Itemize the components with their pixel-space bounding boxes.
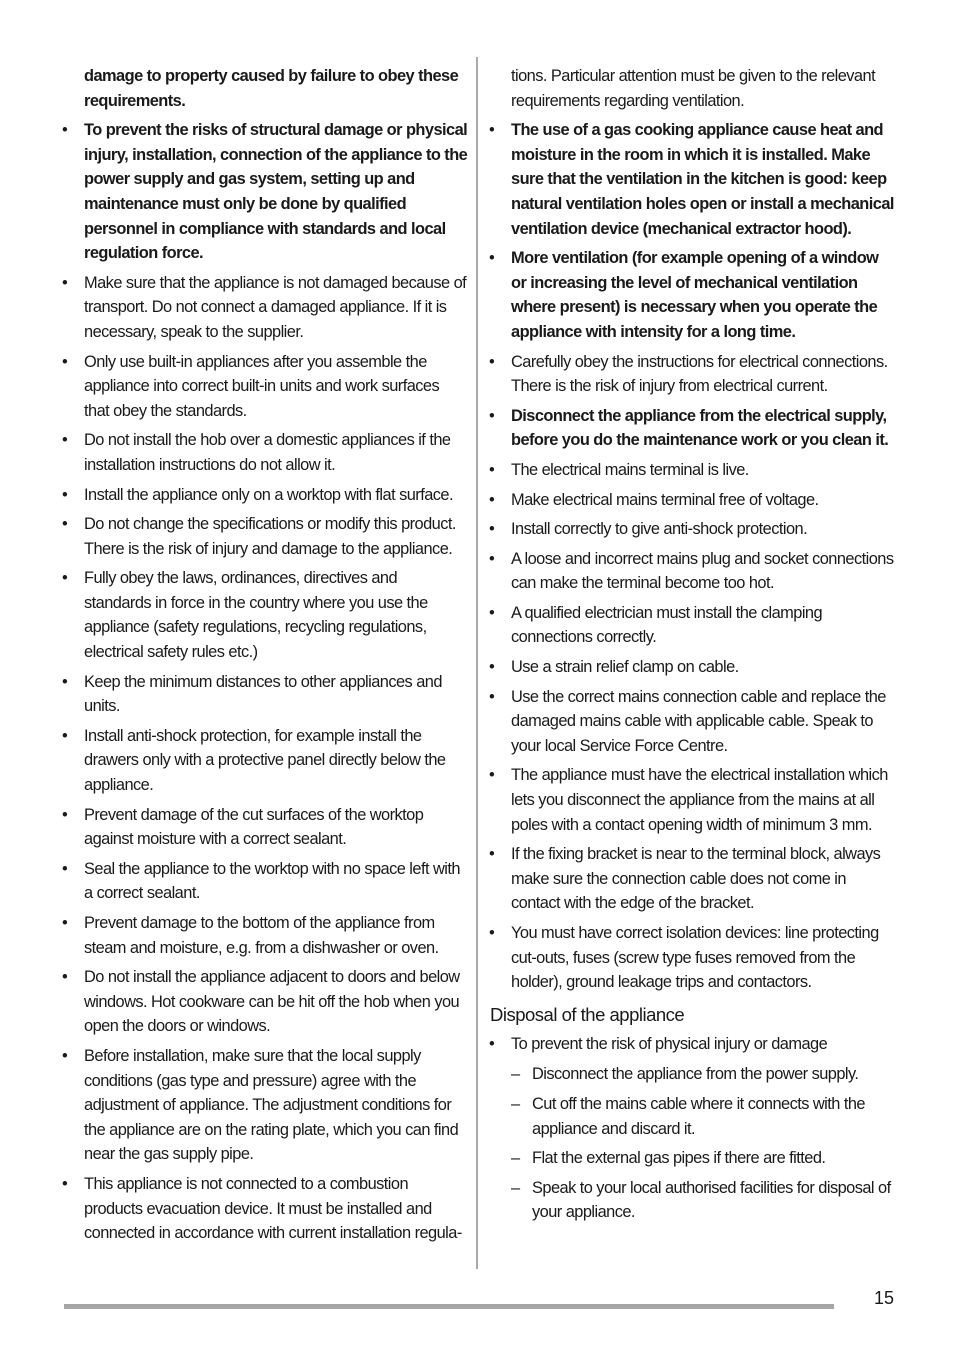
list-item: • A qualified electrician must install the clamping connections correctly. xyxy=(511,601,895,650)
list-item: • Use the correct mains connection cable and replace the damaged mains cable with applicable cable. Speak to your local Service Force Centre. xyxy=(511,685,895,759)
list-item: • Carefully obey the instructions for electrical connections. There is the risk of injury from electrical current. xyxy=(511,350,895,399)
disposal-steps xyxy=(511,1062,895,1225)
list-item: • The use of a gas cooking appliance cause heat and moisture in the room in which it is installed. Make sure that the ventilation in the kitchen is good: keep natural ventilation holes open or install a mechanical ventilation device (mechanical extractor hood). xyxy=(511,118,895,241)
list-item: • Seal the appliance to the worktop with no space left with a correct sealant. xyxy=(84,857,468,906)
list-item: • A loose and incorrect mains plug and socket connections can make the terminal become too hot. xyxy=(511,547,895,596)
list-item: • Before installation, make sure that the local supply conditions (gas type and pressure) agree with the adjustment of appliance. The adjustment conditions for the appliance are on the rating plate, which you can find near the gas supply pipe. xyxy=(84,1044,468,1167)
list-item: • Prevent damage of the cut surfaces of the worktop against moisture with a correct sealant. xyxy=(84,803,468,852)
list-item: • The appliance must have the electrical installation which lets you disconnect the appliance from the mains at all poles with a contact opening width of minimum 3 mm. xyxy=(511,763,895,837)
disposal-step: – Speak to your local authorised facilities for disposal of your appliance. xyxy=(532,1176,895,1225)
list-item: • If the fixing bracket is near to the terminal block, always make sure the connection cable does not come in contact with the edge of the bracket. xyxy=(511,842,895,916)
disposal-step: – Flat the external gas pipes if there are fitted. xyxy=(532,1146,895,1171)
right-column xyxy=(490,64,895,1230)
disposal-step: – Disconnect the appliance from the power supply. xyxy=(532,1062,895,1087)
list-item: • This appliance is not connected to a combustion products evacuation device. It must be installed and connected in accordance with current installation regula- xyxy=(84,1172,468,1246)
page-number: 15 xyxy=(873,1288,894,1308)
disposal-item-text: To prevent the risk of physical injury or damage xyxy=(511,1034,828,1053)
list-item: • Keep the minimum distances to other appliances and units. xyxy=(84,670,468,719)
footer-rule xyxy=(64,1304,834,1309)
list-item: • To prevent the risks of structural damage or physical injury, installation, connection of the appliance to the power supply and gas system, setting up and maintenance must only be done by qualified personnel in compliance with standards and local regulation force. xyxy=(84,118,468,266)
disposal-list xyxy=(511,1032,895,1225)
intro-continuation: damage to property caused by failure to obey these requirements. xyxy=(84,67,459,110)
list-item: • Install the appliance only on a worktop with flat surface. xyxy=(84,483,468,508)
list-item: • Prevent damage to the bottom of the appliance from steam and moisture, e.g. from a dishwasher or oven. xyxy=(84,911,468,960)
list-item: • Install correctly to give anti-shock protection. xyxy=(511,517,895,542)
left-bullet-list xyxy=(84,118,468,1246)
left-column xyxy=(84,64,468,1251)
list-item: • Disconnect the appliance from the electrical supply, before you do the maintenance work or you clean it. xyxy=(511,404,895,453)
list-item: • You must have correct isolation devices: line protecting cut-outs, fuses (screw type fuses removed from the holder), ground leakage trips and contactors. xyxy=(511,921,895,995)
disposal-step: – Cut off the mains cable where it connects with the appliance and discard it. xyxy=(532,1092,895,1141)
list-item: • Do not install the hob over a domestic appliances if the installation instructions do not allow it. xyxy=(84,428,468,477)
list-item: • The electrical mains terminal is live. xyxy=(511,458,895,483)
list-item: • Do not install the appliance adjacent to doors and below windows. Hot cookware can be hit off the hob when you open the doors or windows. xyxy=(84,965,468,1039)
list-item: • Make electrical mains terminal free of voltage. xyxy=(511,488,895,513)
disposal-item xyxy=(511,1032,895,1225)
column-divider xyxy=(476,57,478,1269)
continuation-text: tions. Particular attention must be given to the relevant requirements regarding ventilation. xyxy=(511,67,876,110)
disposal-heading: Disposal of the appliance xyxy=(490,1003,685,1025)
list-item: • Only use built-in appliances after you assemble the appliance into correct built-in units and work surfaces that obey the standards. xyxy=(84,350,468,424)
list-item: • Install anti-shock protection, for example install the drawers only with a protective panel directly below the appliance. xyxy=(84,724,468,798)
list-item: • Fully obey the laws, ordinances, directives and standards in force in the country where you use the appliance (safety regulations, recycling regulations, electrical safety rules etc.) xyxy=(84,566,468,664)
list-item: • Use a strain relief clamp on cable. xyxy=(511,655,895,680)
list-item: • Do not change the specifications or modify this product. There is the risk of injury and damage to the appliance. xyxy=(84,512,468,561)
list-item: • Make sure that the appliance is not damaged because of transport. Do not connect a damaged appliance. If it is necessary, speak to the supplier. xyxy=(84,271,468,345)
right-bullet-list xyxy=(511,118,895,995)
list-item: • More ventilation (for example opening of a window or increasing the level of mechanical ventilation where present) is necessary when you operate the appliance with intensity for a long time. xyxy=(511,246,895,344)
